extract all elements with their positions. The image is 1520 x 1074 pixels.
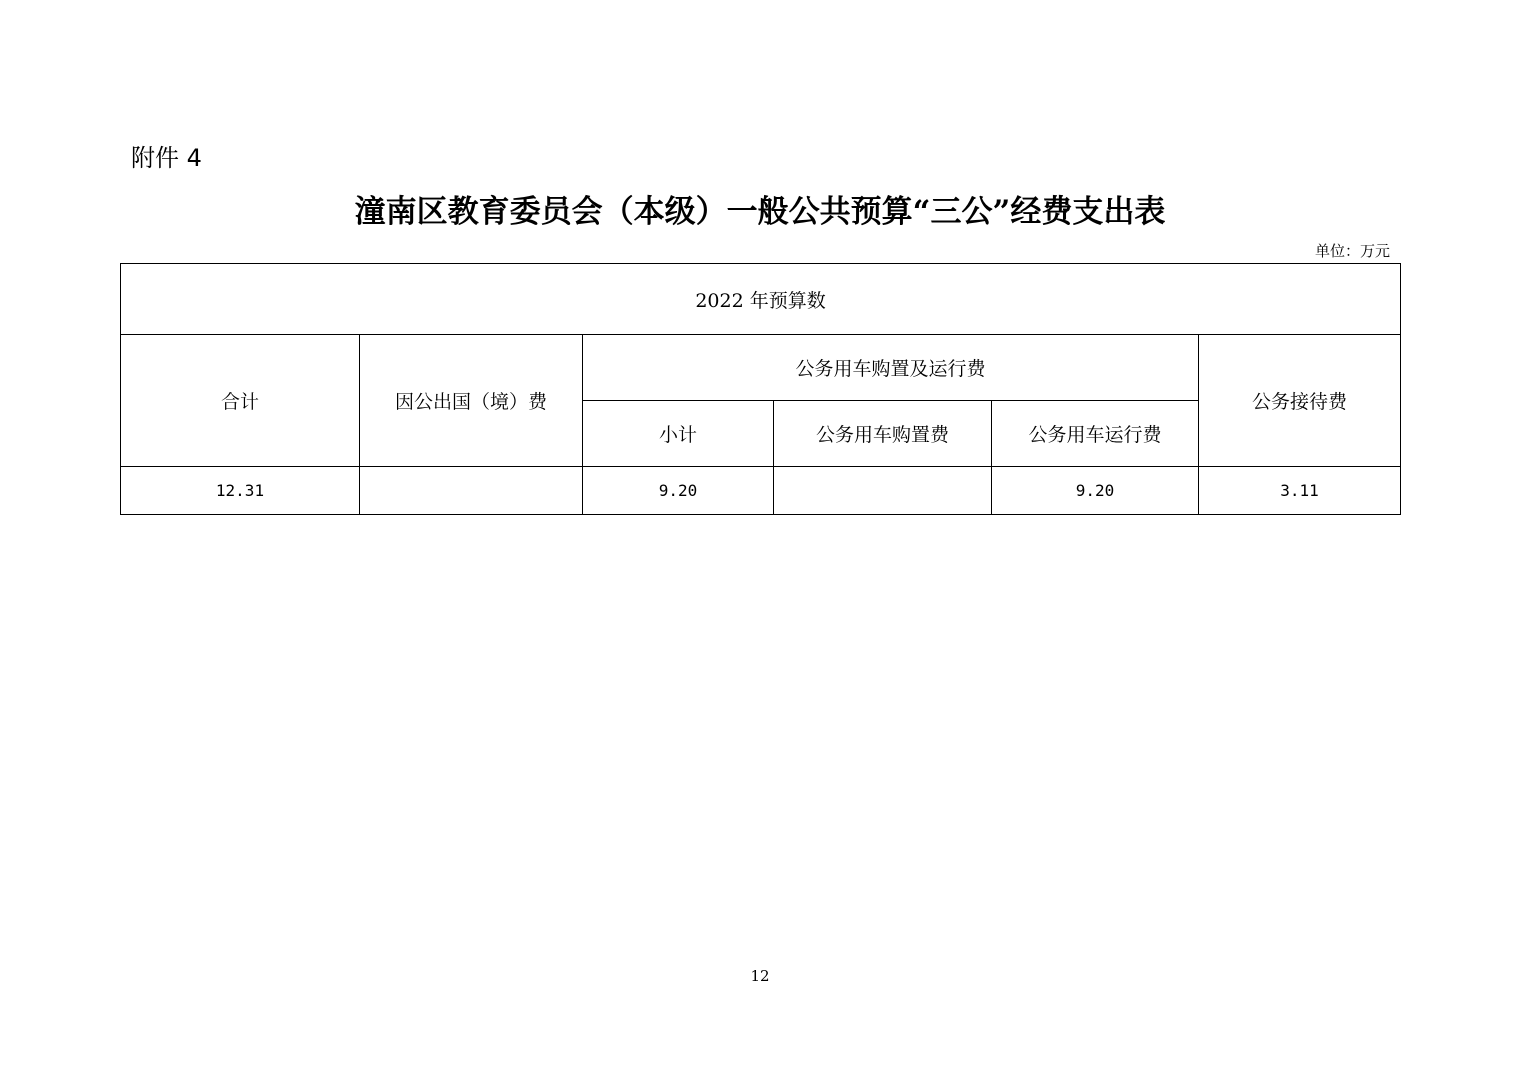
year-header-cell: 2022 年预算数	[121, 264, 1401, 335]
document-title: 潼南区教育委员会（本级）一般公共预算“三公”经费支出表	[354, 194, 1166, 230]
three-public-expenses-table	[120, 263, 1401, 515]
table-header-row	[121, 335, 1401, 401]
header-vehicle-group: 公务用车购置及运行费	[583, 335, 1199, 401]
cell-total: 12.31	[121, 467, 360, 515]
table-year-row	[121, 264, 1401, 335]
header-total: 合计	[121, 335, 360, 467]
header-vehicle-operation: 公务用车运行费	[992, 401, 1199, 467]
unit-label: 单位：万元	[1314, 242, 1390, 260]
header-reception: 公务接待费	[1199, 335, 1401, 467]
cell-overseas	[360, 467, 583, 515]
page-number: 12	[750, 967, 770, 985]
cell-vehicle-subtotal: 9.20	[583, 467, 774, 515]
attachment-label: 附件 4	[131, 144, 202, 172]
cell-vehicle-operation: 9.20	[992, 467, 1199, 515]
table-row	[121, 467, 1401, 515]
header-overseas: 因公出国（境）费	[360, 335, 583, 467]
header-vehicle-subtotal: 小计	[583, 401, 774, 467]
cell-vehicle-purchase	[774, 467, 992, 515]
header-vehicle-purchase: 公务用车购置费	[774, 401, 992, 467]
cell-reception: 3.11	[1199, 467, 1401, 515]
